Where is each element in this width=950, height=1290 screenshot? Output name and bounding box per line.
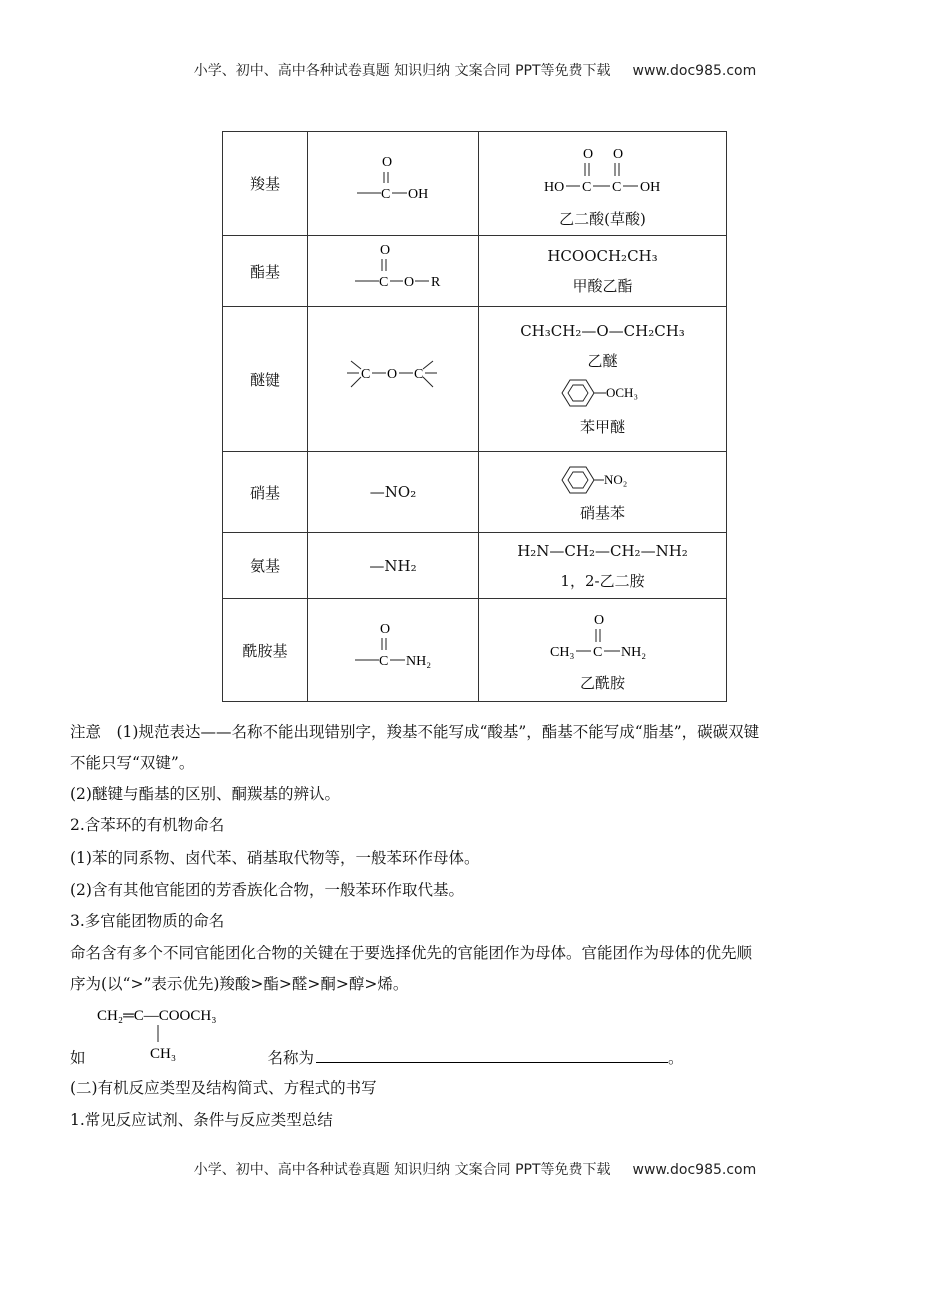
group-name: 醚键 — [223, 307, 308, 452]
svg-text:O: O — [380, 243, 391, 258]
group-example — [479, 599, 727, 702]
svg-text:C: C — [593, 645, 603, 660]
svg-text:C: C — [612, 179, 622, 195]
amide-structure — [309, 599, 477, 697]
oxalic-acid-structure — [480, 139, 725, 209]
svg-text:C: C — [381, 187, 391, 202]
svg-text:C: C — [361, 367, 371, 382]
carboxyl-structure — [309, 132, 477, 231]
svg-text:C: C — [379, 654, 389, 669]
example-formula: HCOOCH₂CH₃ — [547, 247, 658, 265]
svg-text:NH₂: NH₂ — [621, 645, 647, 660]
group-structure: —NO₂ — [308, 452, 479, 533]
group-name: 酰胺基 — [223, 599, 308, 702]
group-structure — [308, 307, 479, 452]
svg-text:OCH₃: OCH₃ — [606, 385, 638, 400]
section-3-title: 3.多官能团物质的命名 — [70, 912, 225, 930]
svg-text:CH₃: CH₃ — [150, 1046, 177, 1062]
group-example — [479, 132, 727, 236]
example-prefix: 如 — [70, 1049, 86, 1067]
acetamide-structure — [480, 607, 725, 671]
svg-text:NH₂: NH₂ — [406, 654, 432, 669]
page-footer — [0, 1159, 950, 1179]
answer-blank[interactable] — [316, 1047, 668, 1063]
svg-text:C: C — [379, 275, 389, 290]
group-example — [479, 236, 727, 307]
group-name: 氨基 — [223, 533, 308, 599]
svg-text:O: O — [594, 613, 605, 628]
example-formula: H₂N—CH₂—CH₂—NH₂ — [517, 541, 688, 560]
group-structure — [308, 599, 479, 702]
table-row — [223, 533, 727, 599]
example-name: 1，2-乙二胺 — [560, 571, 645, 590]
svg-text:OH: OH — [408, 187, 429, 202]
group-example — [479, 307, 727, 452]
group-structure — [308, 236, 479, 307]
svg-text:O: O — [613, 146, 624, 162]
example-mid: 名称为 — [267, 1049, 315, 1067]
svg-text:O: O — [380, 622, 391, 637]
section-3-line-2: 序为(以“>”表示优先)羧酸>酯>醛>酮>醇>烯。 — [70, 975, 409, 993]
functional-group-table — [222, 131, 727, 702]
part-2-title: (二)有机反应类型及结构简式、方程式的书写 — [70, 1079, 377, 1097]
section-3-line-1: 命名含有多个不同官能团化合物的关键在于要选择优先的官能团作为母体。官能团作为母体的优先顺 — [70, 944, 753, 962]
header-text: 小学、初中、高中各种试卷真题 知识归纳 文案合同 PPT等免费下载 — [193, 63, 611, 79]
section-2-title: 2.含苯环的有机物命名 — [70, 816, 225, 834]
group-name: 酯基 — [223, 236, 308, 307]
example-name: 乙酰胺 — [579, 674, 625, 692]
anisole-structure — [480, 373, 725, 413]
group-example — [479, 452, 727, 533]
group-example — [479, 533, 727, 599]
svg-text:O: O — [387, 367, 398, 382]
table-row — [223, 236, 727, 307]
example-line — [70, 1047, 684, 1068]
note-line-1: 注意 (1)规范表达——名称不能出现错别字，羧基不能写成“酸基”，酯基不能写成“脂基”，碳碳双键 — [70, 723, 760, 741]
svg-text:OH: OH — [640, 179, 661, 195]
svg-text:C: C — [414, 367, 424, 382]
svg-text:O: O — [382, 155, 393, 170]
ether-structure — [309, 307, 477, 447]
example-name: 硝基苯 — [579, 504, 625, 522]
svg-text:C: C — [582, 179, 592, 195]
svg-text:O: O — [583, 146, 594, 162]
group-structure: —NH₂ — [308, 533, 479, 599]
footer-text: 小学、初中、高中各种试卷真题 知识归纳 文案合同 PPT等免费下载 — [193, 1162, 611, 1178]
ester-structure — [309, 236, 477, 302]
section-2-line-1: (1)苯的同系物、卤代苯、硝基取代物等，一般苯环作母体。 — [70, 849, 480, 867]
header-site: www.doc985.com — [632, 63, 757, 79]
nitrobenzene-structure — [480, 461, 725, 499]
note-line-3: (2)醚键与酯基的区别、酮羰基的辨认。 — [70, 785, 340, 803]
example-name: 乙二酸(草酸) — [559, 209, 646, 228]
note-line-2: 不能只写“双键”。 — [70, 754, 195, 772]
table-row — [223, 307, 727, 452]
table-row — [223, 599, 727, 702]
svg-text:CH₃: CH₃ — [550, 645, 575, 660]
part-2-subtitle: 1.常见反应试剂、条件与反应类型总结 — [70, 1111, 333, 1129]
example-name-2: 苯甲醚 — [579, 418, 625, 436]
section-2-line-2: (2)含有其他官能团的芳香族化合物，一般苯环作取代基。 — [70, 881, 464, 899]
svg-text:CH₂═C—COOCH₃: CH₂═C—COOCH₃ — [97, 1008, 217, 1024]
page-header — [0, 60, 950, 80]
example-formula: CH₃CH₂—O—CH₂CH₃ — [520, 322, 685, 340]
svg-text:O: O — [404, 275, 415, 290]
example-name: 乙醚 — [587, 352, 618, 370]
svg-text:NO₂: NO₂ — [604, 472, 628, 487]
svg-text:R: R — [431, 275, 441, 290]
svg-text:HO: HO — [544, 179, 565, 195]
group-name: 羧基 — [223, 132, 308, 236]
example-end: 。 — [668, 1049, 684, 1067]
group-name: 硝基 — [223, 452, 308, 533]
table-row — [223, 452, 727, 533]
example-name: 甲酸乙酯 — [572, 277, 633, 295]
group-structure — [308, 132, 479, 236]
table-row — [223, 132, 727, 236]
footer-site: www.doc985.com — [632, 1162, 757, 1178]
